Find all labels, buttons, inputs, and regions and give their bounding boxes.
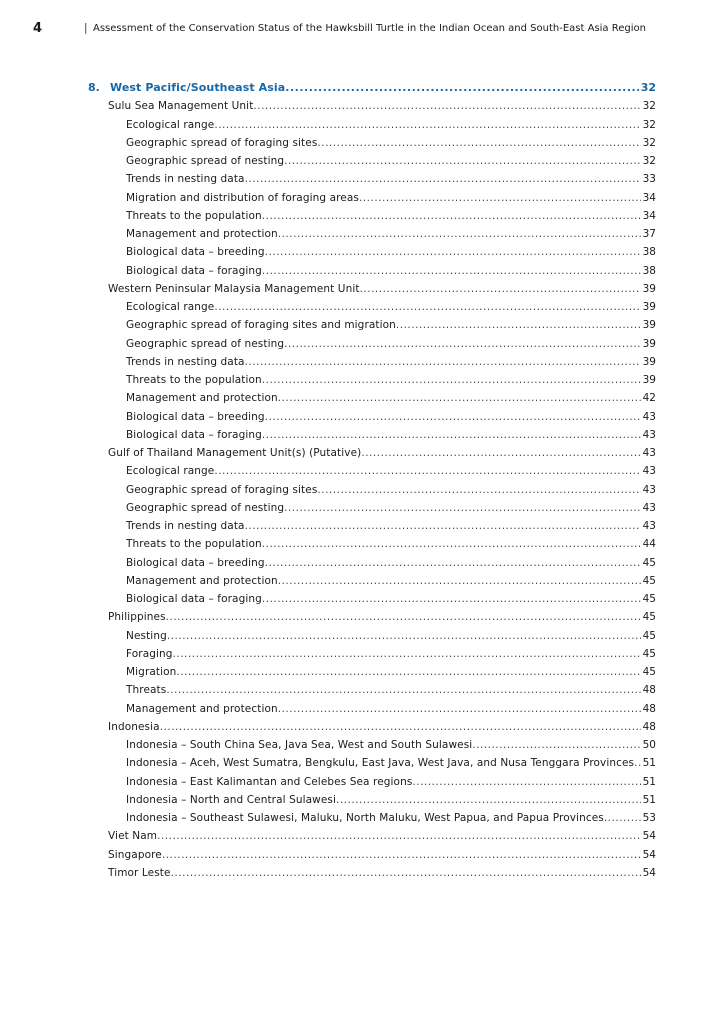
header-separator: | [84,22,88,34]
toc-page-number: 39 [642,319,656,332]
dot-leader [171,865,641,881]
toc-entry-label: Sulu Sea Management Unit [108,100,254,113]
toc-entry-label: Indonesia – South China Sea, Java Sea, West and South Sulawesi [126,739,473,751]
toc-page-number: 54 [642,848,656,861]
toc-subentry[interactable] [126,591,656,607]
dot-leader [157,828,641,844]
toc-page-number: 43 [642,428,656,441]
toc-page-number: 54 [642,830,656,843]
dot-leader [262,591,641,607]
dot-leader [359,190,641,206]
toc-subentry[interactable] [126,117,656,133]
toc-subentry[interactable] [126,482,656,498]
toc-page-number: 54 [642,866,656,879]
toc-subentry[interactable] [126,372,656,388]
toc-entry-label: Threats to the population [126,538,262,551]
toc-page-number: 45 [642,611,656,624]
toc-entry-label: Indonesia – Southeast Sulawesi, Maluku, North Maluku, West Papua, and Papua Provinces [126,812,604,824]
toc-entry-label: Trends in nesting data [126,520,245,532]
toc-page-number: 32 [642,136,656,149]
toc-subentry[interactable] [126,153,656,169]
toc-page-number: 43 [642,483,656,496]
toc-subentry[interactable] [126,135,656,151]
toc-entry-label: Biological data – foraging [126,428,262,441]
toc-page-number: 43 [642,465,656,478]
toc-entry-label: Management and protection [126,574,278,587]
toc-entry-label: Migration and distribution of foraging areas [126,191,359,204]
toc-entry-label: Geographic spread of nesting [126,501,285,514]
dot-leader [284,500,641,516]
dot-leader [278,226,641,242]
toc-entry-label: Western Peninsular Malaysia Management Unit [108,282,360,295]
dot-leader [278,573,641,589]
toc-page-number: 51 [642,793,656,806]
toc-entry-label: Foraging [126,647,173,660]
toc-page-number: 45 [642,593,656,605]
toc-page-number: 39 [642,337,656,350]
dot-leader [176,664,640,680]
running-header [0,21,724,39]
toc-entry-label: Ecological range [126,118,215,131]
toc-page-number: 45 [642,647,656,660]
dot-leader [361,445,640,461]
toc-subentry[interactable] [126,518,656,534]
dot-leader [262,372,641,388]
toc-entry-label: Timor Leste [108,866,171,879]
toc-subentry[interactable] [126,682,656,698]
dot-leader [265,555,641,571]
toc-page-number: 45 [642,556,656,569]
toc-subentry[interactable] [126,500,656,516]
toc-entry[interactable] [108,847,656,863]
toc-page-number: 53 [642,812,656,824]
toc-subentry[interactable] [126,792,656,808]
dot-leader [262,263,641,279]
toc-entry-label: Biological data – breeding [126,410,265,423]
dot-leader [173,646,641,662]
dot-leader [166,609,641,625]
toc-page-number: 51 [642,775,656,788]
toc-entry-label: Biological data – breeding [126,246,265,259]
toc-page-number: 38 [642,246,656,259]
toc-page-number: 38 [642,264,656,277]
toc-entry-label: Geographic spread of foraging sites [126,136,318,149]
toc-page-number: 32 [642,155,656,167]
toc-entry-label: Geographic spread of nesting [126,155,285,167]
toc-page-number: 48 [642,702,656,715]
toc-page-number: 39 [642,374,656,386]
toc-section-heading[interactable] [88,80,656,96]
toc-entry-label: Threats [126,684,167,697]
toc-subentry[interactable] [126,354,656,370]
toc-subentry[interactable] [126,573,656,589]
dot-leader [284,336,641,352]
toc-entry-label: Management and protection [126,228,278,240]
toc-entry[interactable] [108,445,656,461]
toc-page-number: 33 [642,173,656,186]
toc-entry[interactable] [108,828,656,844]
dot-leader [262,536,641,552]
toc-subentry[interactable] [126,263,656,279]
toc-subentry[interactable] [126,171,656,187]
dot-leader [336,792,641,808]
toc-subentry[interactable] [126,336,656,352]
toc-entry-label: Biological data – foraging [126,264,262,277]
toc-subentry[interactable] [126,810,656,826]
dot-leader [360,281,641,297]
toc-entry-label: Indonesia [108,720,160,733]
page-number: 4 [33,21,43,36]
toc-entry-label: Indonesia – North and Central Sulawesi [126,793,336,806]
toc-subentry[interactable] [126,755,656,771]
toc-subentry[interactable] [126,628,656,644]
toc-page-number: 51 [642,757,656,770]
toc-entry-label: Management and protection [126,702,278,715]
toc-entry-label: Trends in nesting data [126,355,245,368]
toc-entry-label: Threats to the population [126,209,262,222]
toc-subentry[interactable] [126,555,656,571]
toc-page-number: 48 [642,684,656,697]
toc-subentry[interactable] [126,244,656,260]
toc-entry[interactable] [108,719,656,735]
dot-leader [160,719,641,735]
toc-entry-label: Migration [126,666,177,678]
toc-subentry[interactable] [126,208,656,224]
toc-subentry[interactable] [126,299,656,315]
toc-subentry[interactable] [126,701,656,717]
dot-leader [265,244,641,260]
dot-leader [317,135,640,151]
dot-leader [472,737,640,753]
dot-leader [412,774,640,790]
toc-entry-label: Threats to the population [126,374,262,386]
dot-leader [317,482,640,498]
toc-entry-label: Philippines [108,611,166,624]
toc-entry-label: Trends in nesting data [126,173,245,186]
toc-page-number: 43 [642,410,656,423]
toc-entry-label: Biological data – breeding [126,556,265,569]
toc-subentry[interactable] [126,646,656,662]
toc-entry[interactable] [108,865,656,881]
toc-entry-label: Viet Nam [108,830,158,843]
toc-subentry[interactable] [126,190,656,206]
toc-subentry[interactable] [126,737,656,753]
dot-leader [214,299,640,315]
toc-page-number: 32 [642,118,656,131]
toc-subentry[interactable] [126,774,656,790]
toc-page-number: 39 [642,355,656,368]
toc-entry-label: Geographic spread of foraging sites and migration [126,319,396,332]
toc-entry-label: Singapore [108,848,162,861]
toc-entry-label: Ecological range [126,465,215,478]
toc-entry-label: Biological data – foraging [126,593,262,605]
dot-leader [214,463,640,479]
dot-leader [285,80,638,96]
dot-leader [262,427,641,443]
toc-subentry[interactable] [126,390,656,406]
toc-page-number: 34 [642,191,656,204]
toc-entry[interactable] [108,98,656,114]
toc-page-number: 34 [642,209,656,222]
toc-page-number: 39 [642,301,656,313]
dot-leader [265,409,641,425]
dot-leader [166,682,640,698]
toc-entry[interactable] [108,281,656,297]
header-title: Assessment of the Conservation Status of the Hawksbill Turtle in the Indian Ocean and South-East Asia Region [93,23,646,34]
toc-page-number: 43 [642,520,656,532]
dot-leader [262,208,641,224]
toc-subentry[interactable] [126,317,656,333]
toc-page-number: 32 [642,100,656,113]
toc-entry[interactable] [108,609,656,625]
toc-page-number: 32 [640,81,656,94]
dot-leader [278,390,641,406]
dot-leader [214,117,640,133]
toc-entry-label: Ecological range [126,301,215,313]
toc-page-number: 48 [642,720,656,733]
toc-page-number: 44 [642,538,656,551]
dot-leader [604,810,641,826]
dot-leader [245,518,641,534]
toc-page-number: 37 [642,228,656,240]
toc-page-number: 45 [642,574,656,587]
dot-leader [162,847,641,863]
toc-entry-label: Management and protection [126,392,278,405]
dot-leader [284,153,641,169]
toc-page-number: 45 [642,629,656,642]
dot-leader [278,701,641,717]
toc-entry-label: Nesting [126,629,167,642]
toc-page-number: 43 [642,447,656,459]
dot-leader [167,628,641,644]
toc-subentry[interactable] [126,536,656,552]
toc-subentry[interactable] [126,664,656,680]
toc-page-number: 50 [642,739,656,751]
toc-subentry[interactable] [126,409,656,425]
toc-entry-label: West Pacific/Southeast Asia [110,81,286,94]
toc-page-number: 45 [642,666,656,678]
toc-page-number: 43 [642,501,656,514]
toc-page-number: 42 [642,392,656,405]
dot-leader [245,354,641,370]
dot-leader [396,317,641,333]
toc-entry-label: Gulf of Thailand Management Unit(s) (Putative) [108,447,362,459]
toc-entry-label: Indonesia – Aceh, West Sumatra, Bengkulu, East Java, West Java, and Nusa Tenggara Provinces [126,757,635,770]
toc-entry-label: Geographic spread of foraging sites [126,483,318,496]
toc-subentry[interactable] [126,226,656,242]
toc-entry-label: Indonesia – East Kalimantan and Celebes Sea regions [126,775,413,788]
dot-leader [245,171,641,187]
dot-leader [253,98,640,114]
toc-subentry[interactable] [126,427,656,443]
toc-section-number: 8. [88,81,100,94]
toc-subentry[interactable] [126,463,656,479]
toc-page-number: 39 [642,282,656,295]
toc-entry-label: Geographic spread of nesting [126,337,285,350]
